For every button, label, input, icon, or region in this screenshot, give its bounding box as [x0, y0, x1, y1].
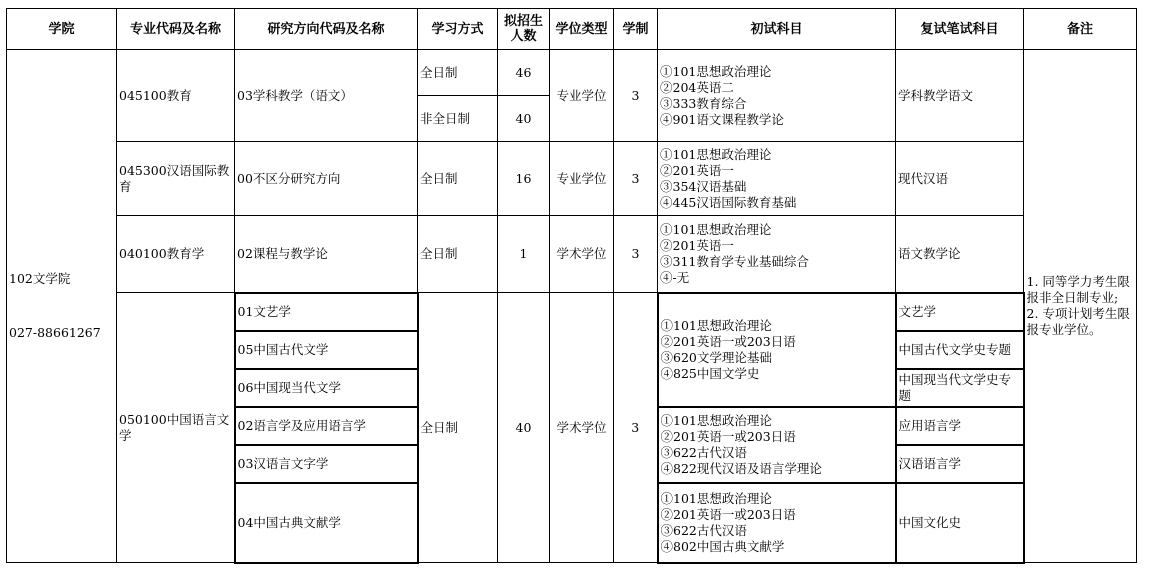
enrollment-cell: 40: [498, 293, 550, 563]
study-mode-cell: 全日制: [418, 216, 498, 293]
direction-cell: 03学科教学（语文）: [235, 50, 418, 142]
subject-line: ②201英语一或203日语: [660, 333, 796, 349]
subject-line: ③311教育学专业基础综合: [660, 253, 809, 269]
direction-cell: 06中国现当代文学: [235, 369, 418, 407]
table-row: [7, 293, 1137, 331]
major-cell: 050100中国语言文学: [117, 293, 235, 563]
subject-line: ③620文学理论基础: [660, 349, 772, 365]
remarks-cell: [1024, 50, 1137, 563]
exam-subjects-cell: [658, 483, 896, 563]
subject-line: ④822现代汉语及语言学理论: [660, 460, 822, 476]
exam-subjects-cell: [658, 216, 896, 293]
subject-line: ②201英语一或203日语: [660, 506, 796, 522]
header-direction: 研究方向代码及名称: [235, 9, 418, 50]
subject-line: ②201英语一: [660, 162, 734, 178]
college-phone: 027-88661267: [9, 325, 101, 340]
degree-type-cell: 专业学位: [550, 50, 614, 142]
degree-type-cell: 专业学位: [550, 142, 614, 216]
major-cell: 045100教育: [117, 50, 235, 142]
subject-line: ②201英语一或203日语: [660, 428, 796, 444]
subject-line: ③333教育综合: [660, 95, 747, 111]
subject-line: ①101思想政治理论: [660, 63, 772, 79]
study-mode-cell: 全日制: [418, 50, 498, 96]
header-college: 学院: [7, 9, 117, 50]
subject-line: ③354汉语基础: [660, 178, 747, 194]
exam-subjects-cell: [658, 407, 896, 483]
retest-cell: 语文教学论: [896, 216, 1024, 293]
duration-cell: 3: [614, 50, 658, 142]
retest-cell: 学科教学语文: [896, 50, 1024, 142]
direction-cell: 04中国古典文献学: [235, 483, 418, 563]
direction-cell: 03汉语言文字学: [235, 445, 418, 483]
subject-line: ③622古代汉语: [660, 444, 747, 460]
subject-line: ②201英语一: [660, 237, 734, 253]
major-cell: 040100教育学: [117, 216, 235, 293]
header-major: 专业代码及名称: [117, 9, 235, 50]
table-row: [7, 50, 1137, 96]
major-cell: 045300汉语国际教育: [117, 142, 235, 216]
remark-line: 1. 同等学力考生限报非全日制专业;: [1026, 274, 1130, 305]
subject-line: ④-无: [660, 269, 690, 285]
table-row: [7, 216, 1137, 293]
duration-cell: 3: [614, 293, 658, 563]
enrollment-cell: 40: [498, 96, 550, 142]
subject-line: ①101思想政治理论: [660, 221, 772, 237]
header-enrollment: 拟招生人数: [498, 9, 550, 50]
exam-subjects-cell: [658, 293, 896, 407]
retest-cell: 中国文化史: [896, 483, 1024, 563]
degree-type-cell: 学术学位: [550, 293, 614, 563]
header-row: [7, 9, 1137, 50]
subject-line: ②204英语二: [660, 79, 734, 95]
direction-cell: 01文艺学: [235, 293, 418, 331]
degree-type-cell: 学术学位: [550, 216, 614, 293]
study-mode-cell: 全日制: [418, 142, 498, 216]
header-remarks: 备注: [1024, 9, 1137, 50]
subject-line: ④901语文课程教学论: [660, 111, 784, 127]
enrollment-cell: 46: [498, 50, 550, 96]
subject-line: ①101思想政治理论: [660, 412, 772, 428]
retest-cell: 汉语语言学: [896, 445, 1024, 483]
header-study-mode: 学习方式: [418, 9, 498, 50]
direction-cell: 05中国古代文学: [235, 331, 418, 369]
retest-cell: 中国古代文学史专题: [896, 331, 1024, 369]
subject-line: ①101思想政治理论: [660, 146, 772, 162]
subject-line: ④445汉语国际教育基础: [660, 194, 797, 210]
subject-line: ③622古代汉语: [660, 522, 747, 538]
retest-cell: 现代汉语: [896, 142, 1024, 216]
subject-line: ④802中国古典文献学: [660, 538, 785, 554]
enrollment-cell: 1: [498, 216, 550, 293]
direction-cell: 02语言学及应用语言学: [235, 407, 418, 445]
header-duration: 学制: [614, 9, 658, 50]
college-name: 102文学院: [9, 271, 71, 286]
exam-subjects-cell: [658, 142, 896, 216]
exam-subjects-cell: [658, 50, 896, 142]
header-degree-type: 学位类型: [550, 9, 614, 50]
duration-cell: 3: [614, 142, 658, 216]
duration-cell: 3: [614, 216, 658, 293]
retest-cell: 中国现当代文学史专题: [896, 369, 1024, 407]
retest-cell: 文艺学: [896, 293, 1024, 331]
header-retest-subjects: 复试笔试科目: [896, 9, 1024, 50]
study-mode-cell: 非全日制: [418, 96, 498, 142]
retest-cell: 应用语言学: [896, 407, 1024, 445]
college-cell: [7, 50, 117, 563]
table-row: [7, 142, 1137, 216]
subject-line: ④825中国文学史: [660, 365, 760, 381]
study-mode-cell: 全日制: [418, 293, 498, 563]
admissions-table: [6, 8, 1137, 564]
header-exam-subjects: 初试科目: [658, 9, 896, 50]
subject-line: ①101思想政治理论: [660, 490, 772, 506]
direction-cell: 00不区分研究方向: [235, 142, 418, 216]
remark-line: 2. 专项计划考生限报专业学位。: [1026, 306, 1130, 337]
direction-cell: 02课程与教学论: [235, 216, 418, 293]
enrollment-cell: 16: [498, 142, 550, 216]
subject-line: ①101思想政治理论: [660, 317, 772, 333]
